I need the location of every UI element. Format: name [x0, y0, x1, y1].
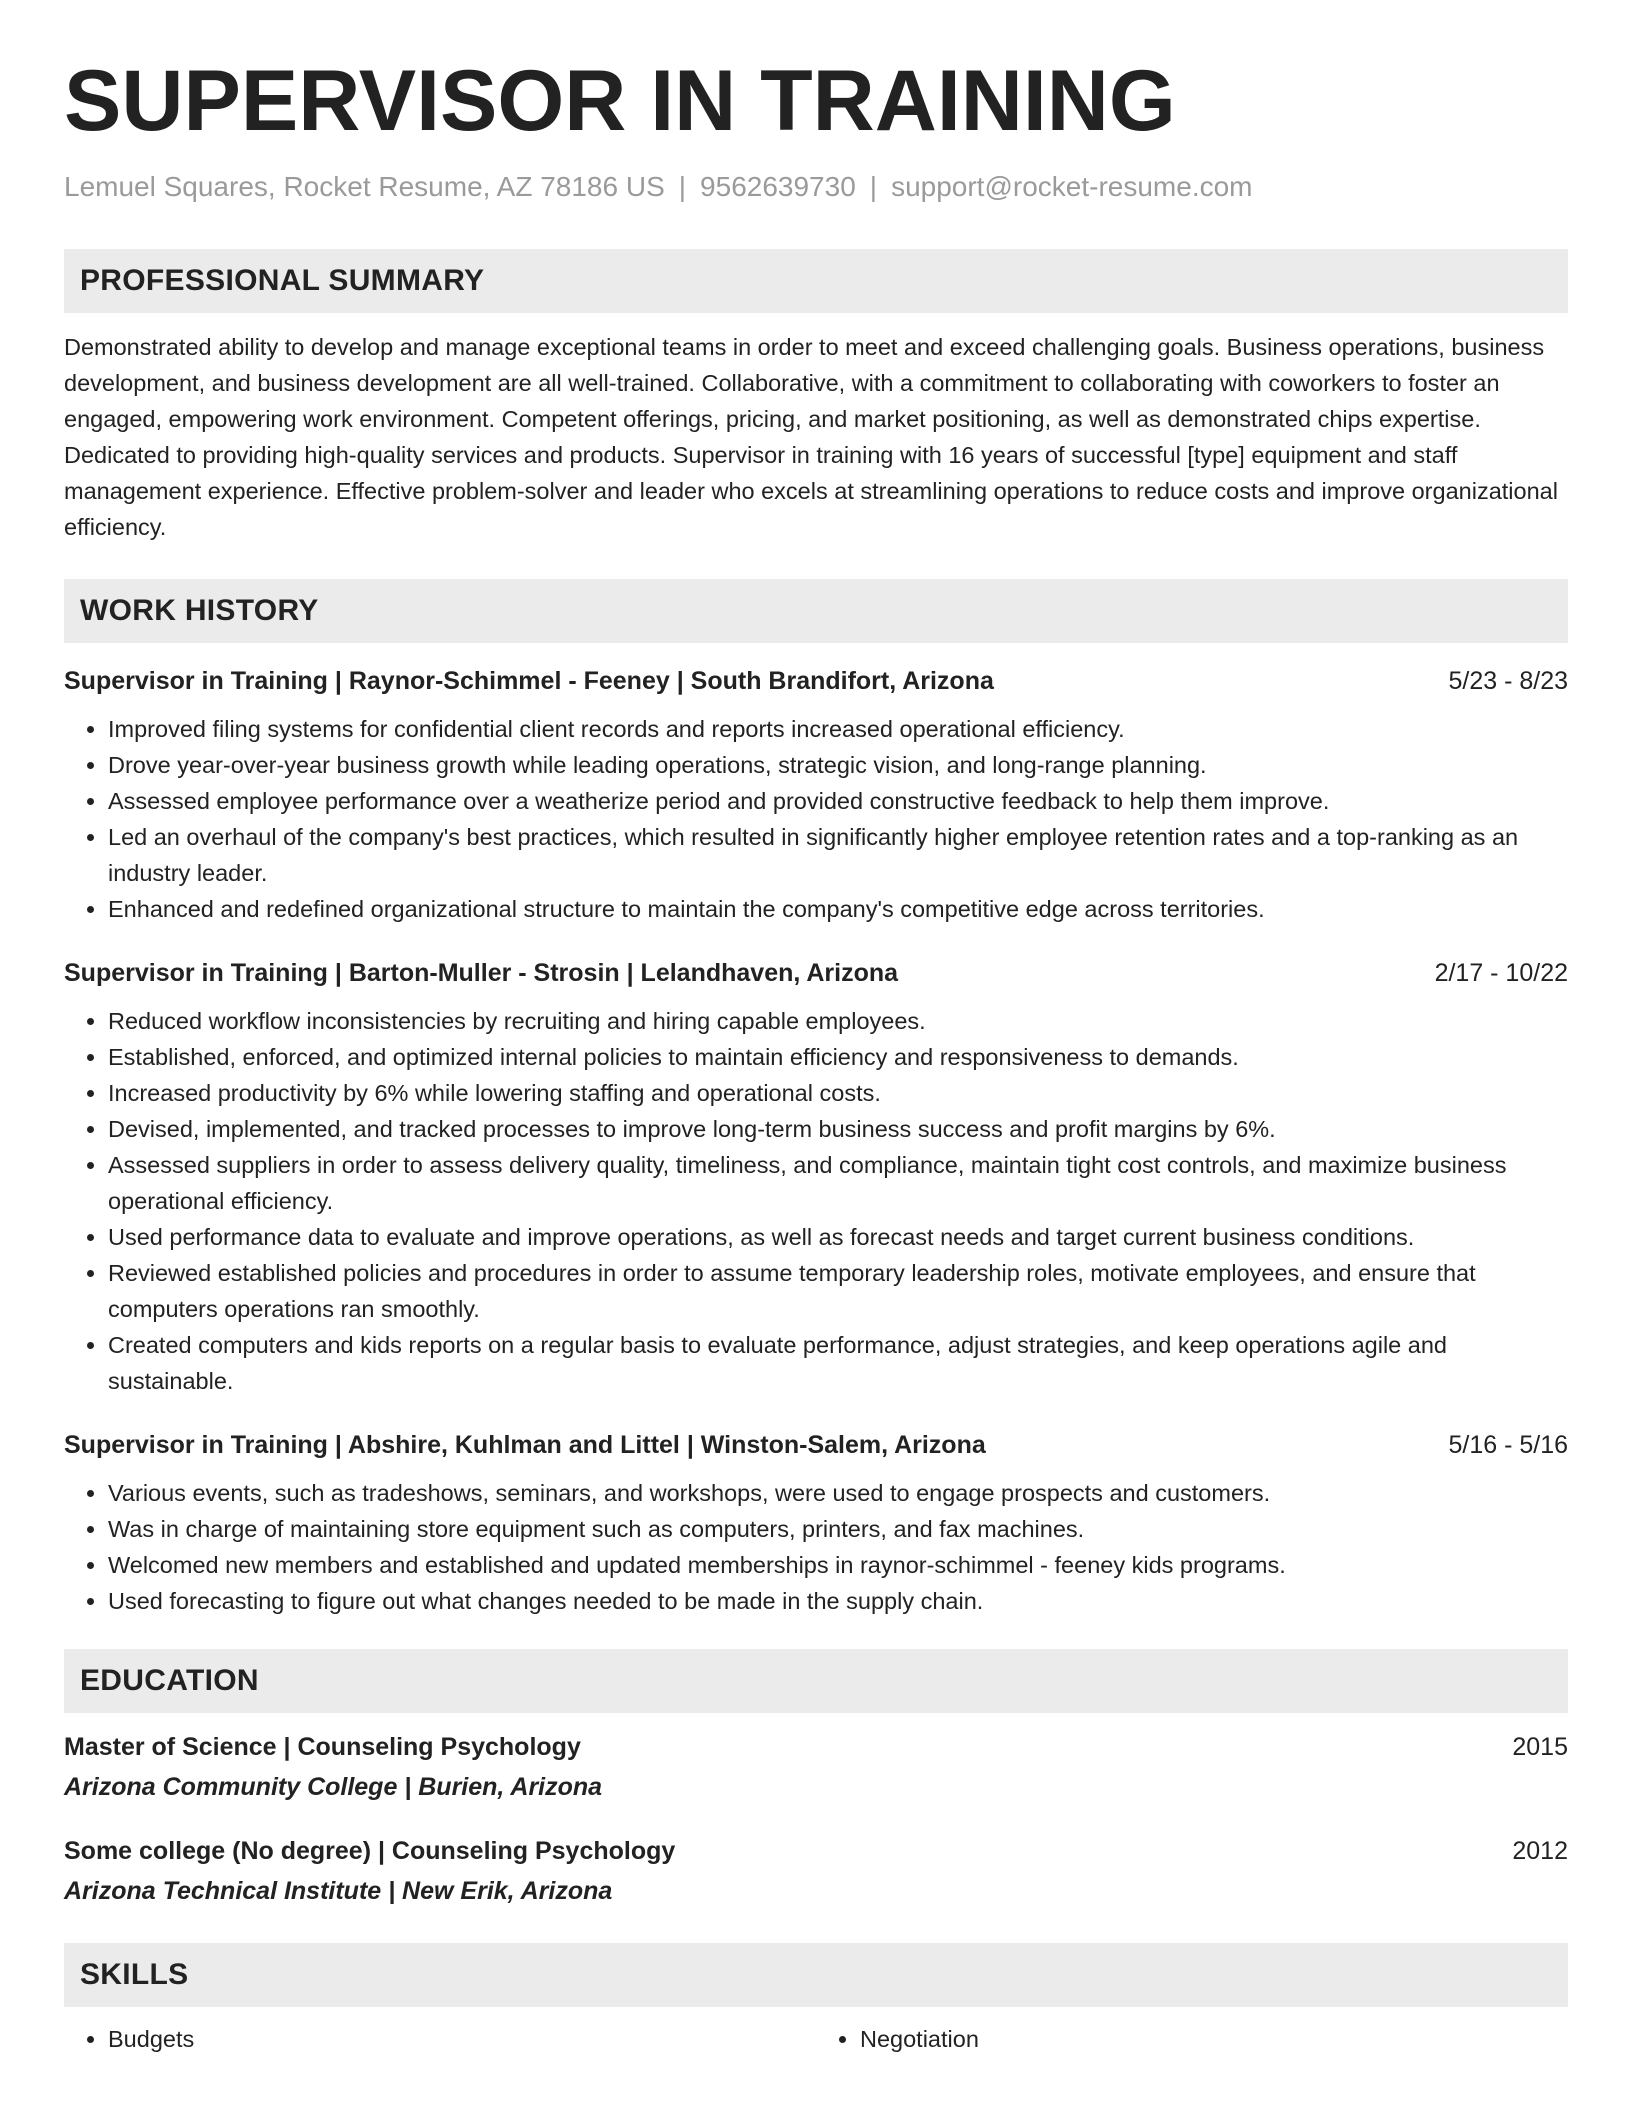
job-bullets	[64, 1475, 1568, 1619]
job-bullet: • Used forecasting to figure out what changes needed to be made in the supply chain.	[108, 1583, 1568, 1619]
job-bullet: • Created computers and kids reports on a regular basis to evaluate performance, adjust strategies, and keep operations agile and sustainable.	[108, 1327, 1568, 1399]
job-header	[64, 663, 1568, 699]
job-bullet: • Established, enforced, and optimized internal policies to maintain efficiency and responsiveness to demands.	[108, 1039, 1568, 1075]
job-entry	[64, 663, 1568, 927]
education-school: Arizona Community College | Burien, Arizona	[64, 1773, 603, 1802]
section-heading-summary: PROFESSIONAL SUMMARY	[64, 249, 1568, 313]
job-bullet: • Drove year-over-year business growth while leading operations, strategic vision, and long-range planning.	[108, 747, 1568, 783]
job-bullet: • Led an overhaul of the company's best practices, which resulted in significantly higher employee retention rates and a top-ranking as an industry leader.	[108, 819, 1568, 891]
job-entry	[64, 955, 1568, 1399]
skills-column-right	[816, 2021, 1568, 2057]
education-year: 2012	[1512, 1837, 1568, 1866]
summary-text: Demonstrated ability to develop and manage exceptional teams in order to meet and exceed challenging goals. Business operations, business development, and business development are all well-trained. Collaborative, with a commitment to collaborating with coworkers to foster an engaged, empowering work environment. Competent offerings, pricing, and market positioning, as well as demonstrated chips expertise. Dedicated to providing high-quality services and products. Supervisor in training with 16 years of successful [type] equipment and staff management experience. Effective problem-solver and leader who excels at streamlining operations to reduce costs and improve organizational efficiency.	[64, 334, 1558, 541]
job-bullet: • Reviewed established policies and procedures in order to assume temporary leadership roles, motivate employees, and ensure that computers operations ran smoothly.	[108, 1255, 1568, 1327]
skills-list	[64, 2021, 1568, 2057]
education-entry	[64, 1729, 1568, 1805]
job-bullet: • Assessed suppliers in order to assess delivery quality, timeliness, and compliance, maintain tight cost controls, and maximize business operational efficiency.	[108, 1147, 1568, 1219]
job-dates: 5/23 - 8/23	[1448, 667, 1568, 696]
skills-column-left	[64, 2021, 816, 2057]
job-bullet: • Enhanced and redefined organizational structure to maintain the company's competitive edge across territories.	[108, 891, 1568, 927]
skill-item: • Budgets	[108, 2021, 816, 2057]
job-bullet: • Devised, implemented, and tracked processes to improve long-term business success and profit margins by 6%.	[108, 1111, 1568, 1147]
education-entry	[64, 1833, 1568, 1909]
section-heading-skills: SKILLS	[64, 1943, 1568, 2007]
job-header	[64, 955, 1568, 991]
skill-item: • Negotiation	[860, 2021, 1568, 2057]
contact-phone: 9562639730	[700, 170, 856, 202]
job-bullet: • Used performance data to evaluate and improve operations, as well as forecast needs and target current business conditions.	[108, 1219, 1568, 1255]
job-bullet: • Increased productivity by 6% while lowering staffing and operational costs.	[108, 1075, 1568, 1111]
job-bullet: • Various events, such as tradeshows, seminars, and workshops, were used to engage prospects and customers.	[108, 1475, 1568, 1511]
job-title: Supervisor in Training | Abshire, Kuhlman and Littel | Winston-Salem, Arizona	[64, 1431, 986, 1460]
education-degree: Master of Science | Counseling Psychology	[64, 1733, 581, 1762]
job-title: Supervisor in Training | Barton-Muller - Strosin | Lelandhaven, Arizona	[64, 959, 899, 988]
contact-separator: |	[678, 170, 687, 202]
education-school: Arizona Technical Institute | New Erik, Arizona	[64, 1877, 613, 1906]
job-bullet: • Reduced workflow inconsistencies by recruiting and hiring capable employees.	[108, 1003, 1568, 1039]
resume-title: SUPERVISOR IN TRAINING	[64, 53, 1176, 149]
education-year: 2015	[1512, 1733, 1568, 1762]
education-degree: Some college (No degree) | Counseling Psychology	[64, 1837, 676, 1866]
job-bullets	[64, 1003, 1568, 1399]
contact-line	[64, 169, 1568, 205]
job-title: Supervisor in Training | Raynor-Schimmel - Feeney | South Brandifort, Arizona	[64, 667, 994, 696]
job-dates: 5/16 - 5/16	[1448, 1431, 1568, 1460]
education-header	[64, 1833, 1568, 1869]
section-heading-work-history: WORK HISTORY	[64, 579, 1568, 643]
contact-separator: |	[869, 170, 878, 202]
section-heading-education: EDUCATION	[64, 1649, 1568, 1713]
job-bullet: • Was in charge of maintaining store equipment such as computers, printers, and fax machines.	[108, 1511, 1568, 1547]
job-header	[64, 1427, 1568, 1463]
education-header	[64, 1729, 1568, 1765]
job-bullet: • Welcomed new members and established and updated memberships in raynor-schimmel - feeney kids programs.	[108, 1547, 1568, 1583]
job-bullet: • Improved filing systems for confidential client records and reports increased operational efficiency.	[108, 711, 1568, 747]
job-bullet: • Assessed employee performance over a weatherize period and provided constructive feedback to help them improve.	[108, 783, 1568, 819]
job-entry	[64, 1427, 1568, 1619]
job-dates: 2/17 - 10/22	[1434, 959, 1568, 988]
job-bullets	[64, 711, 1568, 927]
contact-email: support@rocket-resume.com	[891, 170, 1253, 202]
contact-address: Lemuel Squares, Rocket Resume, AZ 78186 US	[64, 170, 665, 202]
